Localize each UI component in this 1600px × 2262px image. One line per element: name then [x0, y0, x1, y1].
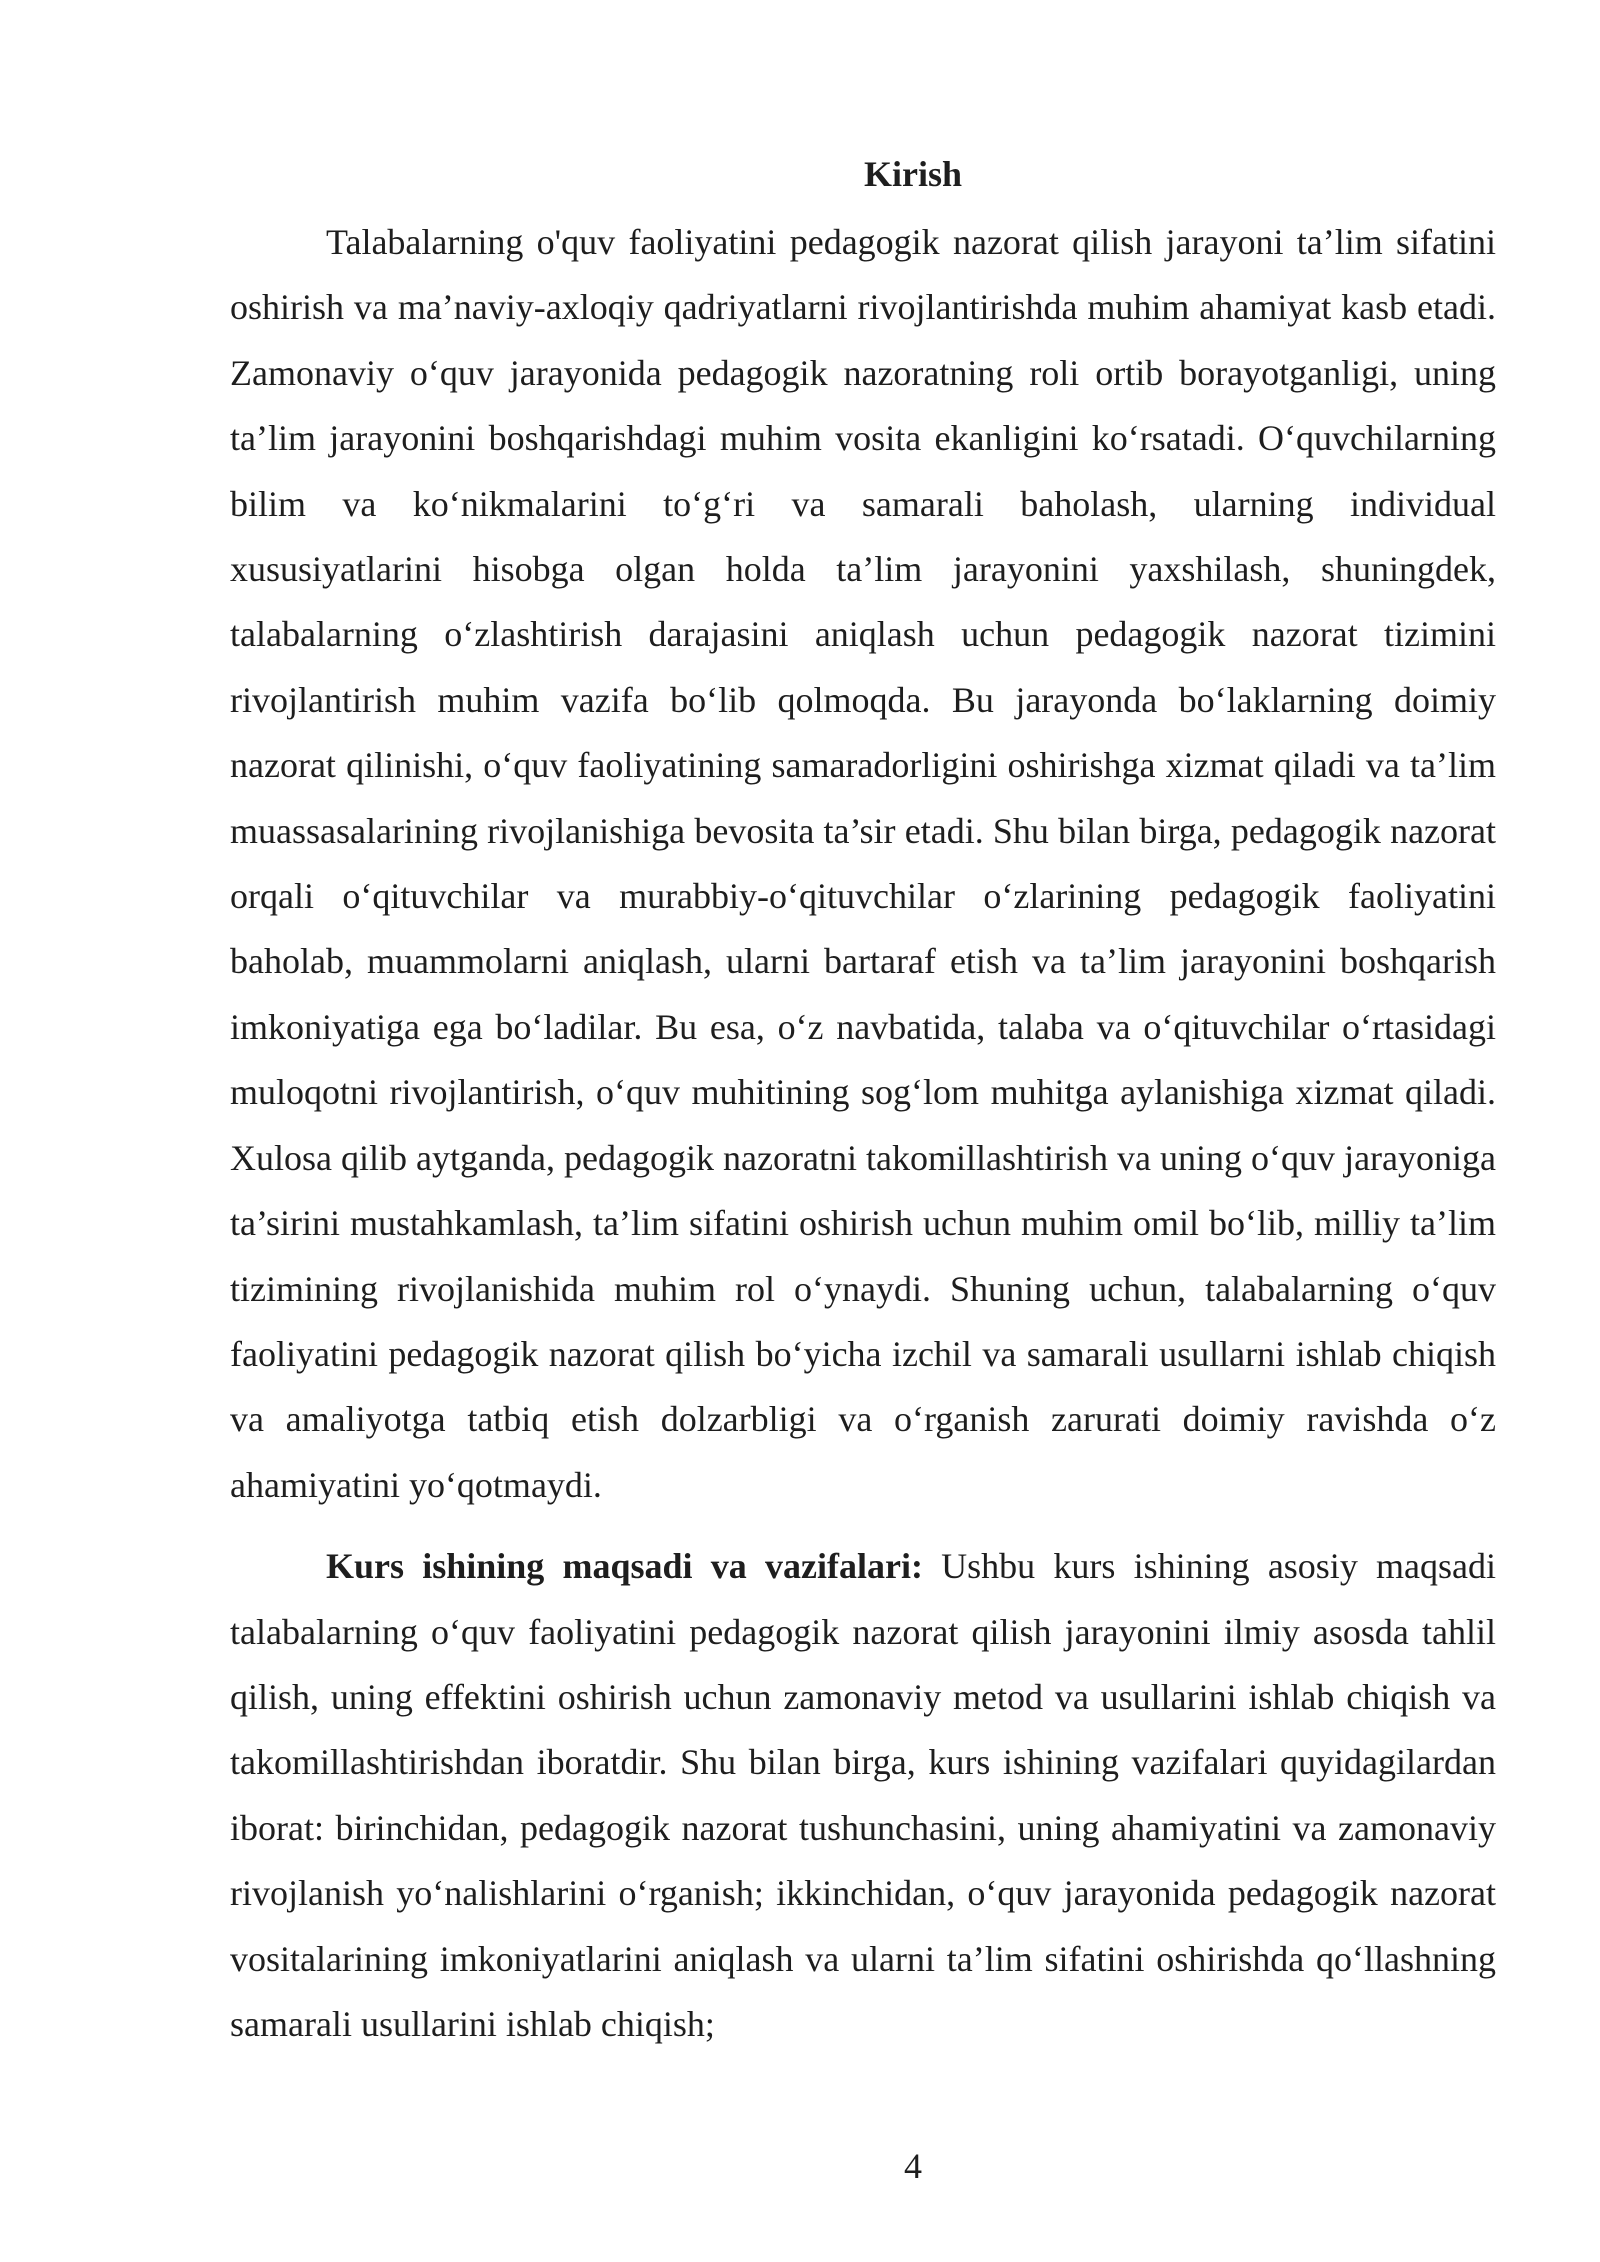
- section-heading: Kirish: [863, 154, 962, 194]
- goals-paragraph-lead: Kurs ishining maqsadi va vazifalari:: [326, 1546, 923, 1587]
- intro-paragraph: Talabalarning o'quv faoliyatini pedagogik nazorat qilish jarayoni ta’lim sifatini oshirish va ma’naviy-axloqiy qadriyatlarni rivojlantirishda muhim ahamiyat kasb etadi. Zamonaviy o‘quv jarayonida pedagogik nazoratning roli ortib borayotganligi, uning ta’lim jarayonini boshqarishdagi muhim vosita ekanligini ko‘rsatadi. O‘quvchilarning bilim va ko‘nikmalarini to‘g‘ri va samarali baholash, ularning individual xususiyatlarini hisobga olgan holda ta’lim jarayonini yaxshilash, shuningdek, talabalarning o‘zlashtirish darajasini aniqlash uchun pedagogik nazorat tizimini rivojlantirish muhim vazifa bo‘lib qolmoqda. Bu jarayonda bo‘laklarning doimiy nazorat qilinishi, o‘quv faoliyatining samaradorligini oshirishga xizmat qiladi va ta’lim muassasalarining rivojlanishiga bevosita ta’sir etadi. Shu bilan birga, pedagogik nazorat orqali o‘qituvchilar va murabbiy-o‘qituvchilar o‘zlarining pedagogik faoliyatini baholab, muammolarni aniqlash, ularni bartaraf etish va ta’lim jarayonini boshqarish imkoniyatiga ega bo‘ladilar. Bu esa, o‘z navbatida, talaba va o‘qituvchilar o‘rtasidagi muloqotni rivojlantirish, o‘quv muhitining sog‘lom muhitga aylanishiga xizmat qiladi. Xulosa qilib aytganda, pedagogik nazoratni takomillashtirish va uning o‘quv jarayoniga ta’sirini mustahkamlash, ta’lim sifatini oshirish uchun muhim omil bo‘lib, milliy ta’lim tizimining rivojlanishida muhim rol o‘ynaydi. Shuning uchun, talabalarning o‘quv faoliyatini pedagogik nazorat qilish bo‘yicha izchil va samarali usullarni ishlab chiqish va amaliyotga tatbiq etish dolzarbligi va o‘rganish zarurati doimiy ravishda o‘z ahamiyatini yo‘qotmaydi.: [230, 222, 1496, 1505]
- page-number: 4: [904, 2146, 922, 2186]
- goals-paragraph: [230, 1534, 1496, 2057]
- body-text: [230, 210, 1496, 2057]
- goals-paragraph-text: Ushbu kurs ishining asosiy maqsadi talabalarning o‘quv faoliyatini pedagogik nazorat qilish jarayonini ilmiy asosda tahlil qilish, uning effektini oshirish uchun zamonaviy metod va usullarini ishlab chiqish va takomillashtirishdan iboratdir. Shu bilan birga, kurs ishining vazifalari quyidagilardan iborat: birinchidan, pedagogik nazorat tushunchasini, uning ahamiyatini va zamonaviy rivojlanish yo‘nalishlarini o‘rganish; ikkinchidan, o‘quv jarayonida pedagogik nazorat vositalarining imkoniyatlarini aniqlash va ularni ta’lim sifatini oshirishda qo‘llashning samarali usullarini ishlab chiqish;: [230, 1546, 1496, 2044]
